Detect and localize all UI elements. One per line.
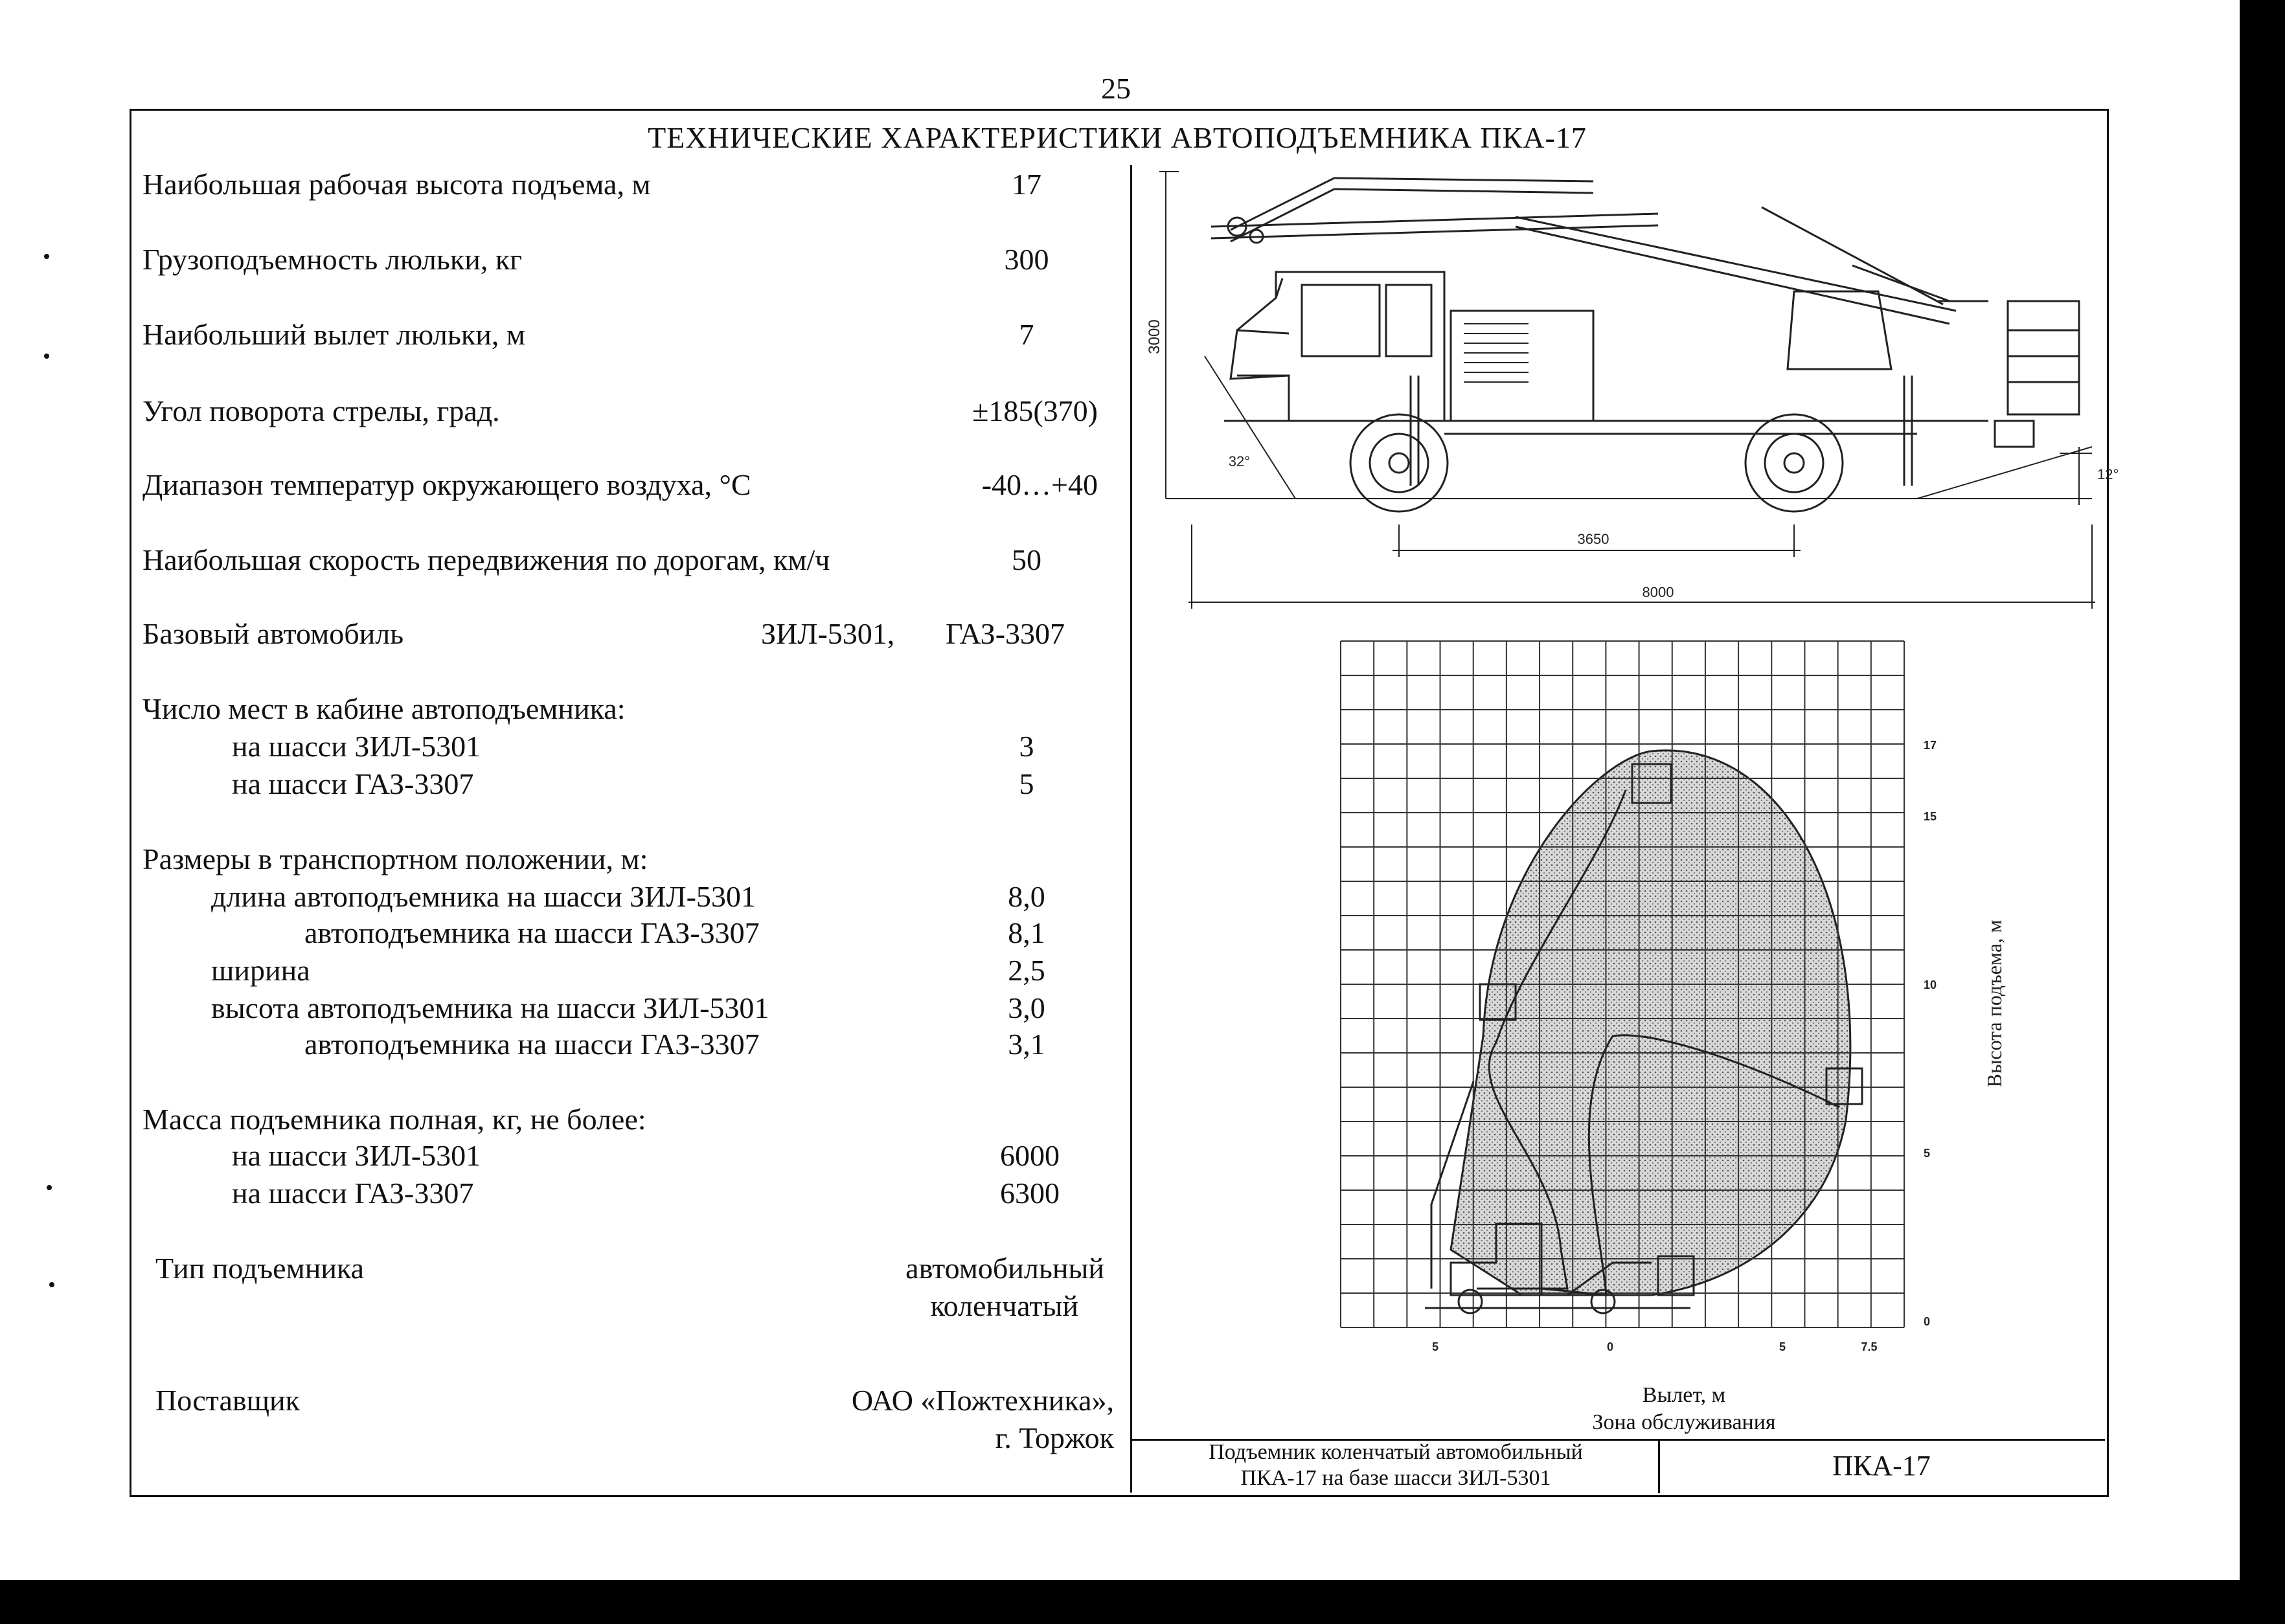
- spec-mass-zil-value: 6000: [1000, 1139, 1060, 1172]
- zone-y-tick-5: 5: [1924, 1147, 1931, 1160]
- spec-seats-zil-label: на шасси ЗИЛ-5301: [232, 730, 481, 763]
- title-block-divider: [1658, 1439, 1660, 1493]
- spec-reach-value: 7: [1019, 318, 1034, 351]
- page-number: 25: [1101, 72, 1131, 105]
- spec-dims-h-gaz-value: 3,1: [1008, 1028, 1045, 1061]
- spec-seats-label: Число мест в кабине автоподъемника:: [142, 692, 626, 725]
- spec-dims-h-zil-label: высота автоподъемника на шасси ЗИЛ-5301: [211, 991, 769, 1024]
- scan-speck: [44, 354, 49, 359]
- zone-x-tick-right-5: 5: [1779, 1340, 1786, 1353]
- title-block-code: ПКА-17: [1832, 1450, 1931, 1482]
- dim-length-label: 8000: [1642, 584, 1674, 600]
- zone-y-tick-10: 10: [1924, 978, 1937, 991]
- spec-speed-value: 50: [1012, 543, 1041, 576]
- spec-dims-len-gaz-value: 8,1: [1008, 916, 1045, 949]
- spec-type-label: Тип подъемника: [155, 1252, 364, 1285]
- zone-y-tick-17: 17: [1924, 739, 1937, 752]
- truck-side-view-drawing: [1140, 162, 2119, 628]
- scan-speck: [47, 1185, 52, 1190]
- service-zone-diagram: [1328, 641, 2073, 1366]
- spec-mass-gaz-label: на шасси ГАЗ-3307: [232, 1177, 474, 1210]
- zone-x-tick-0: 0: [1606, 1340, 1614, 1353]
- page-title: ТЕХНИЧЕСКИЕ ХАРАКТЕРИСТИКИ АВТОПОДЪЕМНИКА ПКА-17: [648, 121, 1587, 154]
- spec-base-value-zil: ЗИЛ-5301,: [761, 617, 895, 650]
- spec-seats-gaz-value: 5: [1019, 767, 1034, 800]
- spec-supplier-label: Поставщик: [155, 1384, 300, 1417]
- angle-front-label: 32°: [1228, 453, 1250, 469]
- spec-mass-gaz-value: 6300: [1000, 1177, 1060, 1210]
- zone-x-tick-left-5: 5: [1431, 1340, 1439, 1353]
- spec-rotation-label: Угол поворота стрелы, град.: [142, 394, 500, 427]
- spec-base-label: Базовый автомобиль: [142, 617, 404, 650]
- scan-edge-right: [2240, 0, 2285, 1580]
- column-divider: [1130, 165, 1132, 1493]
- spec-supplier-value-1: ОАО «Пожтехника»,: [851, 1384, 1114, 1417]
- spec-type-value-1: автомобильный: [905, 1252, 1104, 1285]
- scan-edge-bottom: [0, 1580, 2285, 1624]
- spec-dims-h-gaz-label: автоподъемника на шасси ГАЗ-3307: [304, 1028, 760, 1061]
- zone-y-tick-0: 0: [1924, 1315, 1931, 1328]
- dim-height-label: 3000: [1146, 319, 1163, 354]
- spec-base-value-gaz: ГАЗ-3307: [946, 617, 1065, 650]
- scan-speck: [49, 1282, 54, 1287]
- spec-seats-gaz-label: на шасси ГАЗ-3307: [232, 767, 474, 800]
- spec-dims-len-zil-label: длина автоподъемника на шасси ЗИЛ-5301: [211, 880, 756, 913]
- spec-temp-label: Диапазон температур окружающего воздуха, °С: [142, 468, 751, 501]
- zone-y-axis-label: Высота подъема, м: [1983, 919, 2006, 1088]
- spec-seats-zil-value: 3: [1019, 730, 1034, 763]
- zone-y-tick-15: 15: [1924, 810, 1937, 823]
- title-block-name-2: ПКА-17 на базе шасси ЗИЛ-5301: [1240, 1466, 1551, 1490]
- spec-height-label: Наибольшая рабочая высота подъема, м: [142, 168, 651, 201]
- spec-dims-label: Размеры в транспортном положении, м:: [142, 842, 648, 875]
- spec-rotation-value: ±185(370): [972, 394, 1098, 427]
- spec-dims-width-value: 2,5: [1008, 954, 1045, 987]
- zone-x-axis-label: Вылет, м: [1642, 1383, 1726, 1407]
- spec-mass-zil-label: на шасси ЗИЛ-5301: [232, 1139, 481, 1172]
- spec-dims-len-gaz-label: автоподъемника на шасси ГАЗ-3307: [304, 916, 760, 949]
- spec-capacity-label: Грузоподъемность люльки, кг: [142, 243, 523, 276]
- title-block-name-1: Подъемник коленчатый автомобильный: [1209, 1440, 1583, 1464]
- spec-dims-len-zil-value: 8,0: [1008, 880, 1045, 913]
- zone-x-tick-7-5: 7.5: [1861, 1340, 1878, 1353]
- spec-supplier-value-2: г. Торжок: [995, 1421, 1114, 1454]
- angle-rear-label: 12°: [2097, 466, 2119, 482]
- spec-dims-width-label: ширина: [211, 954, 310, 987]
- zone-caption: Зона обслуживания: [1592, 1410, 1776, 1434]
- scan-speck: [44, 254, 49, 259]
- spec-height-value: 17: [1012, 168, 1041, 201]
- spec-type-value-2: коленчатый: [930, 1289, 1078, 1322]
- spec-temp-value: -40…+40: [981, 468, 1098, 501]
- dim-wheelbase-label: 3650: [1577, 531, 1609, 547]
- spec-reach-label: Наибольший вылет люльки, м: [142, 318, 525, 351]
- spec-dims-h-zil-value: 3,0: [1008, 991, 1045, 1024]
- spec-capacity-value: 300: [1004, 243, 1049, 276]
- service-zone-area: [1451, 750, 1850, 1295]
- spec-speed-label: Наибольшая скорость передвижения по дорогам, км/ч: [142, 543, 830, 576]
- spec-mass-label: Масса подъемника полная, кг, не более:: [142, 1103, 646, 1136]
